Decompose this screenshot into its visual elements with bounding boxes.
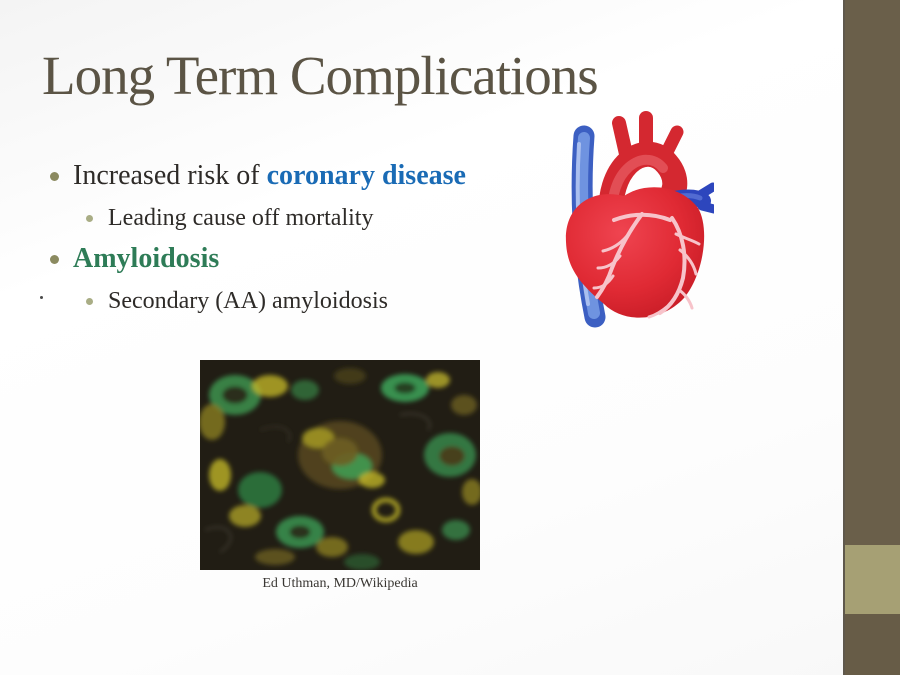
sidebar-segment-dark-top [845,0,900,545]
bullet-dot [86,298,93,305]
amyloidosis-highlight: Amyloidosis [73,243,220,274]
bullet-text: Increased risk of coronary disease [73,160,466,191]
bullet-dot [50,255,59,264]
amyloid-micrograph-image [200,360,480,570]
subbullet-mortality [86,205,373,232]
micrograph-caption: Ed Uthman, MD/Wikipedia [262,576,418,591]
heart-illustration [552,110,714,328]
bullet-amyloidosis [50,243,219,275]
bullet-dot [50,172,59,181]
bullet-text: Secondary (AA) amyloidosis [108,288,388,314]
stray-dot-mark [40,296,43,299]
sidebar-segment-khaki [845,545,900,614]
subbullet-secondary-aa [86,288,388,315]
bullet-text: Leading cause off mortality [108,205,374,231]
page-title: Long Term Complications [42,45,598,106]
coronary-disease-highlight: coronary disease [266,160,466,191]
bullet-dot [86,215,93,222]
micrograph-graphic [200,360,480,570]
sidebar-decoration [843,0,900,675]
sidebar-segment-dark-bottom [845,614,900,675]
heart-icon [552,110,714,328]
bullet-coronary-risk [50,160,466,192]
